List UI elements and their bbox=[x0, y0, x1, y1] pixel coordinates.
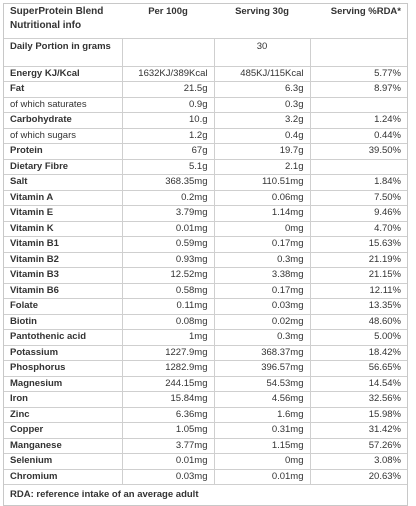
rda-value: 7.50% bbox=[310, 190, 407, 206]
table-row bbox=[4, 330, 407, 346]
daily-portion-label: Daily Portion in grams bbox=[4, 38, 122, 66]
table-title bbox=[4, 4, 122, 38]
per-100g-value: 10.g bbox=[122, 113, 214, 129]
serving-value: 0mg bbox=[214, 221, 310, 237]
nutrient-name: Salt bbox=[4, 175, 122, 191]
table-row bbox=[4, 299, 407, 315]
rda-value: 15.63% bbox=[310, 237, 407, 253]
nutrient-name: Vitamin B2 bbox=[4, 252, 122, 268]
rda-value: 18.42% bbox=[310, 345, 407, 361]
rda-value: 20.63% bbox=[310, 469, 407, 485]
nutrient-name: Phosphorus bbox=[4, 361, 122, 377]
daily-portion-row bbox=[4, 38, 407, 66]
table-row bbox=[4, 113, 407, 129]
rda-value: 5.77% bbox=[310, 66, 407, 82]
serving-value: 4.56mg bbox=[214, 392, 310, 408]
serving-value: 0.01mg bbox=[214, 469, 310, 485]
serving-value: 54.53mg bbox=[214, 376, 310, 392]
serving-value: 0.3mg bbox=[214, 252, 310, 268]
nutrient-name: Manganese bbox=[4, 438, 122, 454]
per-100g-value: 0.93mg bbox=[122, 252, 214, 268]
rda-value: 8.97% bbox=[310, 82, 407, 98]
table-row bbox=[4, 206, 407, 222]
nutrient-name: Iron bbox=[4, 392, 122, 408]
serving-value: 0.17mg bbox=[214, 283, 310, 299]
per-100g-value: 21.5g bbox=[122, 82, 214, 98]
daily-portion-per100 bbox=[122, 38, 214, 66]
serving-value: 0.4g bbox=[214, 128, 310, 144]
serving-value: 1.6mg bbox=[214, 407, 310, 423]
nutrient-name: Fat bbox=[4, 82, 122, 98]
per-100g-value: 0.9g bbox=[122, 97, 214, 113]
table-subtitle: Nutritional info bbox=[10, 20, 82, 31]
nutrient-name: Vitamin E bbox=[4, 206, 122, 222]
rda-value: 48.60% bbox=[310, 314, 407, 330]
rda-value: 1.84% bbox=[310, 175, 407, 191]
per-100g-value: 0.59mg bbox=[122, 237, 214, 253]
serving-value: 2.1g bbox=[214, 159, 310, 175]
table-row bbox=[4, 407, 407, 423]
table-row bbox=[4, 423, 407, 439]
rda-value: 4.70% bbox=[310, 221, 407, 237]
per-100g-value: 0.11mg bbox=[122, 299, 214, 315]
per-100g-value: 6.36mg bbox=[122, 407, 214, 423]
rda-value: 5.00% bbox=[310, 330, 407, 346]
column-header-per-100g: Per 100g bbox=[122, 4, 214, 38]
rda-value: 57.26% bbox=[310, 438, 407, 454]
rda-value: 21.15% bbox=[310, 268, 407, 284]
per-100g-value: 0.03mg bbox=[122, 469, 214, 485]
serving-value: 0.31mg bbox=[214, 423, 310, 439]
per-100g-value: 1.05mg bbox=[122, 423, 214, 439]
table-row bbox=[4, 268, 407, 284]
per-100g-value: 67g bbox=[122, 144, 214, 160]
serving-value: 0.3mg bbox=[214, 330, 310, 346]
serving-value: 19.7g bbox=[214, 144, 310, 160]
table-row bbox=[4, 361, 407, 377]
nutrient-name: Pantothenic acid bbox=[4, 330, 122, 346]
table-row bbox=[4, 314, 407, 330]
nutrient-name: Carbohydrate bbox=[4, 113, 122, 129]
table-row bbox=[4, 175, 407, 191]
rda-value: 31.42% bbox=[310, 423, 407, 439]
table-row bbox=[4, 190, 407, 206]
nutrient-name: Dietary Fibre bbox=[4, 159, 122, 175]
nutrition-table bbox=[4, 4, 407, 485]
per-100g-value: 1227.9mg bbox=[122, 345, 214, 361]
column-header-rda: Serving %RDA* bbox=[310, 4, 407, 38]
table-row bbox=[4, 469, 407, 485]
serving-value: 0mg bbox=[214, 454, 310, 470]
serving-value: 6.3g bbox=[214, 82, 310, 98]
per-100g-value: 1282.9mg bbox=[122, 361, 214, 377]
table-row bbox=[4, 454, 407, 470]
per-100g-value: 3.77mg bbox=[122, 438, 214, 454]
per-100g-value: 5.1g bbox=[122, 159, 214, 175]
nutrient-name: of which saturates bbox=[4, 97, 122, 113]
rda-value bbox=[310, 97, 407, 113]
column-header-serving: Serving 30g bbox=[214, 4, 310, 38]
nutrient-name: Folate bbox=[4, 299, 122, 315]
nutrient-name: Copper bbox=[4, 423, 122, 439]
rda-footnote: RDA: reference intake of an average adult bbox=[10, 489, 199, 500]
rda-value: 12.11% bbox=[310, 283, 407, 299]
rda-value: 13.35% bbox=[310, 299, 407, 315]
nutrient-name: Vitamin K bbox=[4, 221, 122, 237]
nutrient-name: Potassium bbox=[4, 345, 122, 361]
table-row bbox=[4, 283, 407, 299]
nutrient-name: Protein bbox=[4, 144, 122, 160]
serving-value: 1.14mg bbox=[214, 206, 310, 222]
table-row bbox=[4, 221, 407, 237]
table-row bbox=[4, 376, 407, 392]
rda-value: 0.44% bbox=[310, 128, 407, 144]
table-row bbox=[4, 82, 407, 98]
nutrition-table-container bbox=[3, 3, 408, 506]
per-100g-value: 0.08mg bbox=[122, 314, 214, 330]
rda-value: 32.56% bbox=[310, 392, 407, 408]
table-row bbox=[4, 97, 407, 113]
nutrient-name: Biotin bbox=[4, 314, 122, 330]
per-100g-value: 368.35mg bbox=[122, 175, 214, 191]
nutrient-name: Vitamin B6 bbox=[4, 283, 122, 299]
per-100g-value: 12.52mg bbox=[122, 268, 214, 284]
table-row bbox=[4, 345, 407, 361]
table-row bbox=[4, 252, 407, 268]
nutrient-name: Zinc bbox=[4, 407, 122, 423]
rda-value: 15.98% bbox=[310, 407, 407, 423]
per-100g-value: 0.58mg bbox=[122, 283, 214, 299]
per-100g-value: 1.2g bbox=[122, 128, 214, 144]
per-100g-value: 0.01mg bbox=[122, 221, 214, 237]
serving-value: 0.06mg bbox=[214, 190, 310, 206]
table-row bbox=[4, 66, 407, 82]
rda-value: 3.08% bbox=[310, 454, 407, 470]
table-row bbox=[4, 392, 407, 408]
rda-value: 9.46% bbox=[310, 206, 407, 222]
nutrient-name: Vitamin B3 bbox=[4, 268, 122, 284]
rda-value: 21.19% bbox=[310, 252, 407, 268]
rda-value: 39.50% bbox=[310, 144, 407, 160]
serving-value: 368.37mg bbox=[214, 345, 310, 361]
serving-value: 0.17mg bbox=[214, 237, 310, 253]
serving-value: 3.38mg bbox=[214, 268, 310, 284]
daily-portion-serving: 30 bbox=[214, 38, 310, 66]
table-row bbox=[4, 438, 407, 454]
nutrient-name: Energy KJ/Kcal bbox=[4, 66, 122, 82]
daily-portion-rda bbox=[310, 38, 407, 66]
table-row bbox=[4, 144, 407, 160]
nutrient-name: Magnesium bbox=[4, 376, 122, 392]
per-100g-value: 244.15mg bbox=[122, 376, 214, 392]
product-name: SuperProtein Blend bbox=[10, 6, 104, 17]
nutrient-name: Chromium bbox=[4, 469, 122, 485]
serving-value: 0.3g bbox=[214, 97, 310, 113]
serving-value: 396.57mg bbox=[214, 361, 310, 377]
table-row bbox=[4, 237, 407, 253]
rda-value: 14.54% bbox=[310, 376, 407, 392]
nutrient-name: of which sugars bbox=[4, 128, 122, 144]
nutrient-name: Vitamin B1 bbox=[4, 237, 122, 253]
rda-value: 56.65% bbox=[310, 361, 407, 377]
serving-value: 3.2g bbox=[214, 113, 310, 129]
serving-value: 0.02mg bbox=[214, 314, 310, 330]
per-100g-value: 1mg bbox=[122, 330, 214, 346]
per-100g-value: 3.79mg bbox=[122, 206, 214, 222]
serving-value: 485KJ/115Kcal bbox=[214, 66, 310, 82]
nutrient-name: Vitamin A bbox=[4, 190, 122, 206]
per-100g-value: 15.84mg bbox=[122, 392, 214, 408]
serving-value: 110.51mg bbox=[214, 175, 310, 191]
table-header-row bbox=[4, 4, 407, 38]
rda-value bbox=[310, 159, 407, 175]
table-row bbox=[4, 128, 407, 144]
nutrient-name: Selenium bbox=[4, 454, 122, 470]
rda-value: 1.24% bbox=[310, 113, 407, 129]
per-100g-value: 1632KJ/389Kcal bbox=[122, 66, 214, 82]
serving-value: 1.15mg bbox=[214, 438, 310, 454]
table-row bbox=[4, 159, 407, 175]
serving-value: 0.03mg bbox=[214, 299, 310, 315]
per-100g-value: 0.2mg bbox=[122, 190, 214, 206]
per-100g-value: 0.01mg bbox=[122, 454, 214, 470]
